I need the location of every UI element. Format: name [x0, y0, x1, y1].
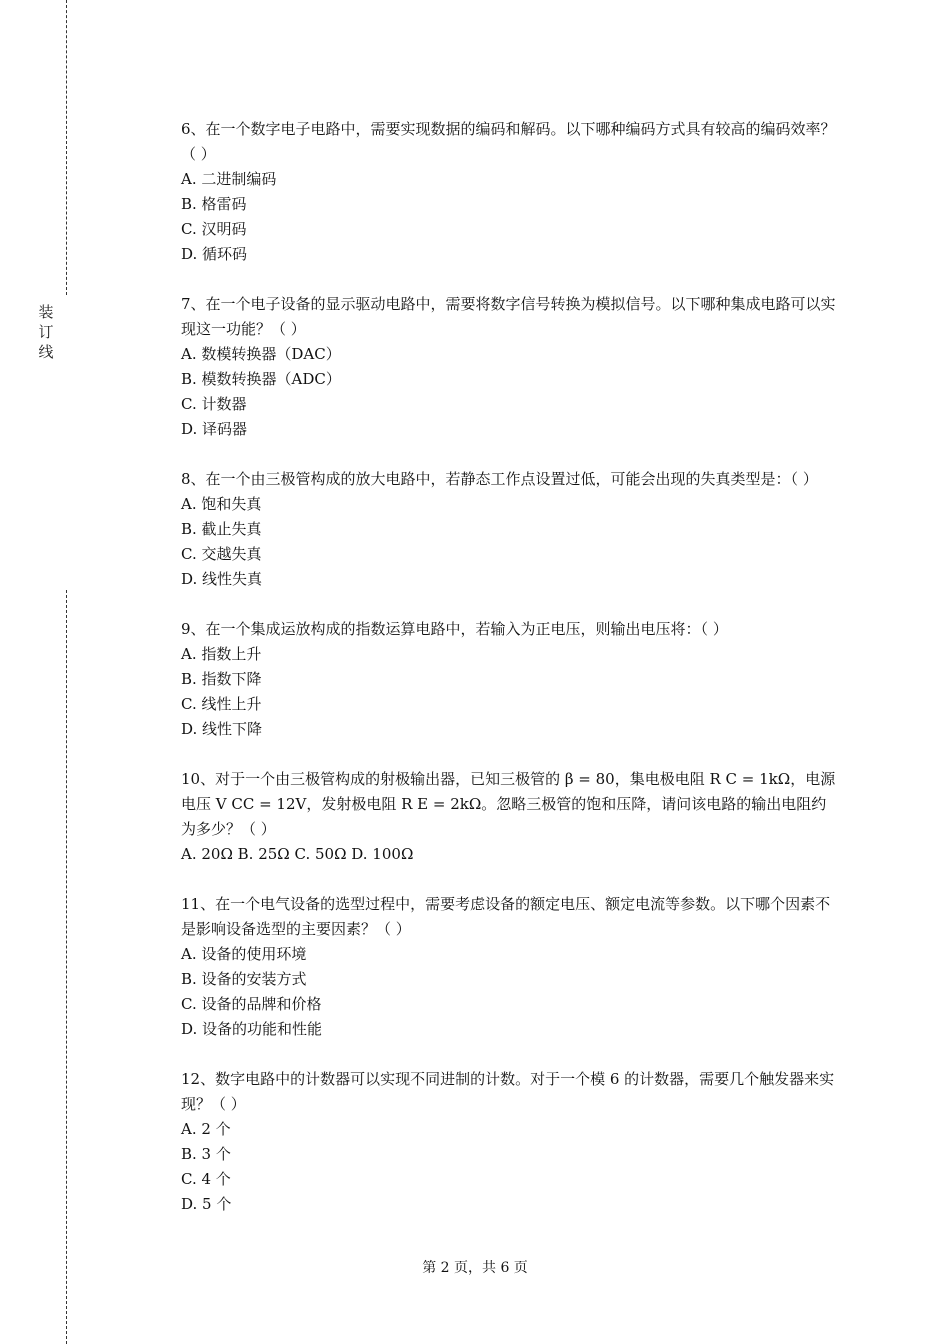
question-text: 6、在一个数字电子电路中，需要实现数据的编码和解码。以下哪种编码方式具有较高的编码效率？（ ）	[181, 120, 836, 163]
binding-dashed-line-bottom	[66, 590, 67, 1344]
question-text: 12、数字电路中的计数器可以实现不同进制的计数。对于一个模 6 的计数器，需要几个触发器来实现？（ ）	[181, 1070, 835, 1113]
option-a: A. 指数上升	[181, 645, 262, 663]
binding-label	[34, 302, 58, 362]
question-7	[181, 292, 841, 442]
option-d: D. 线性下降	[181, 720, 263, 738]
option-c: C. 设备的品牌和价格	[181, 995, 322, 1013]
question-6	[181, 117, 841, 267]
binding-char: 装	[38, 303, 54, 321]
option-a: A. 二进制编码	[181, 170, 277, 188]
option-c: C. 计数器	[181, 395, 247, 413]
option-b: B. 设备的安装方式	[181, 970, 307, 988]
option-b: B. 格雷码	[181, 195, 247, 213]
option-a: A. 数模转换器（DAC）	[181, 345, 341, 363]
binding-char: 线	[38, 343, 54, 361]
option-b: B. 模数转换器（ADC）	[181, 370, 341, 388]
option-d: D. 循环码	[181, 245, 248, 263]
question-8	[181, 467, 841, 592]
option-b: B. 截止失真	[181, 520, 262, 538]
question-text: 10、对于一个由三极管构成的射极输出器，已知三极管的 β = 80，集电极电阻 R C = 1kΩ，电源电压 V CC = 12V，发射极电阻 R E = 2kΩ。忽略三极管的饱和压降，请问该电路的输出电阻约为多少？（ ）	[181, 770, 836, 838]
option-a: A. 饱和失真	[181, 495, 262, 513]
question-9	[181, 617, 841, 742]
option-d: D. 5 个	[181, 1195, 232, 1213]
question-text: 9、在一个集成运放构成的指数运算电路中，若输入为正电压，则输出电压将：（ ）	[181, 620, 728, 638]
question-text: 7、在一个电子设备的显示驱动电路中，需要将数字信号转换为模拟信号。以下哪种集成电路可以实现这一功能？（ ）	[181, 295, 836, 338]
options-inline: A. 20Ω B. 25Ω C. 50Ω D. 100Ω	[181, 845, 414, 863]
option-d: D. 译码器	[181, 420, 248, 438]
question-text: 11、在一个电气设备的选型过程中，需要考虑设备的额定电压、额定电流等参数。以下哪个因素不是影响设备选型的主要因素？（ ）	[181, 895, 831, 938]
question-10	[181, 767, 841, 867]
question-11	[181, 892, 841, 1042]
binding-dashed-line-top	[66, 0, 67, 295]
binding-char: 订	[38, 323, 54, 341]
option-c: C. 交越失真	[181, 545, 262, 563]
option-a: A. 设备的使用环境	[181, 945, 307, 963]
page-footer: 第 2 页，共 6 页	[422, 1260, 528, 1276]
option-d: D. 线性失真	[181, 570, 263, 588]
option-d: D. 设备的功能和性能	[181, 1020, 323, 1038]
question-list	[181, 117, 841, 1242]
option-c: C. 汉明码	[181, 220, 247, 238]
option-c: C. 线性上升	[181, 695, 262, 713]
option-a: A. 2 个	[181, 1120, 231, 1138]
option-b: B. 指数下降	[181, 670, 262, 688]
option-b: B. 3 个	[181, 1145, 231, 1163]
option-c: C. 4 个	[181, 1170, 231, 1188]
question-12	[181, 1067, 841, 1217]
question-text: 8、在一个由三极管构成的放大电路中，若静态工作点设置过低，可能会出现的失真类型是：（ ）	[181, 470, 818, 488]
